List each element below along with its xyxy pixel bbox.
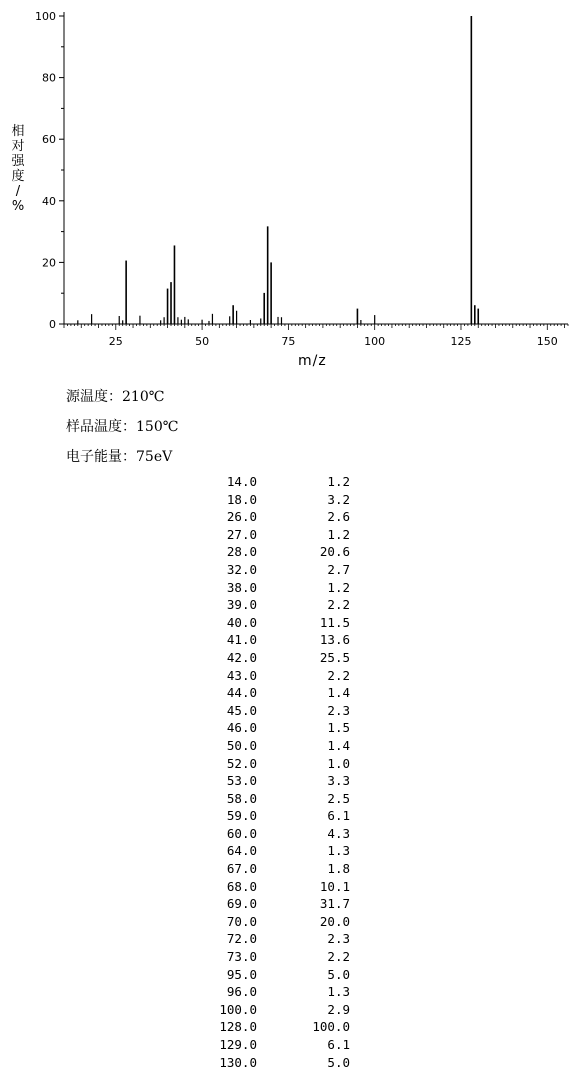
mz-value: 50.0 (226, 737, 257, 753)
mz-value: 96.0 (226, 984, 257, 1000)
abundance-value: 10.1 (319, 878, 350, 894)
abundance-value: 31.7 (319, 896, 350, 912)
x-tick-label: 100 (364, 335, 386, 348)
x-tick-label: 25 (108, 335, 123, 348)
x-tick-label: 150 (536, 335, 558, 348)
abundance-value: 5.0 (327, 966, 350, 982)
y-axis-label (10, 124, 26, 214)
mz-value: 68.0 (226, 878, 257, 894)
abundance-value: 25.5 (319, 649, 350, 665)
mz-value: 73.0 (226, 949, 257, 965)
table-row (200, 667, 360, 685)
mz-value: 39.0 (226, 597, 257, 613)
table-row (200, 807, 360, 825)
y-axis-label-char: 对 (11, 139, 25, 154)
table-row (200, 842, 360, 860)
electron-energy: 电子能量：75eV (66, 449, 173, 465)
abundance-value: 6.1 (327, 1037, 350, 1052)
abundance-value: 11.5 (319, 614, 350, 630)
abundance-value: 2.5 (327, 790, 350, 806)
mz-value: 72.0 (226, 931, 257, 947)
abundance-value: 1.4 (327, 737, 350, 753)
mz-value: 28.0 (226, 544, 257, 560)
table-row (200, 913, 360, 931)
x-tick-label: 50 (195, 335, 210, 348)
mz-value: 130.0 (219, 1054, 257, 1070)
table-row (200, 755, 360, 773)
table-row (200, 966, 360, 984)
abundance-value: 6.1 (327, 808, 350, 824)
abundance-value: 2.7 (327, 561, 350, 577)
abundance-value: 2.3 (327, 931, 350, 947)
table-row (200, 702, 360, 720)
table-row (200, 948, 360, 966)
mz-value: 45.0 (226, 702, 257, 718)
mz-value: 60.0 (226, 825, 257, 841)
abundance-value: 3.2 (327, 491, 350, 507)
mz-value: 41.0 (226, 632, 257, 648)
table-row (200, 473, 360, 491)
abundance-value: 3.3 (327, 773, 350, 789)
mz-value: 27.0 (226, 526, 257, 542)
abundance-value: 1.4 (327, 685, 350, 701)
abundance-value: 2.2 (327, 667, 350, 683)
y-tick-label: 100 (35, 10, 56, 23)
x-tick-label: 125 (450, 335, 472, 348)
y-axis-label-char: % (11, 199, 25, 214)
mz-value: 70.0 (226, 913, 257, 929)
abundance-value: 1.3 (327, 843, 350, 859)
abundance-value: 20.0 (319, 913, 350, 929)
mz-value: 52.0 (226, 755, 257, 771)
abundance-value: 1.8 (327, 861, 350, 877)
mz-value: 43.0 (226, 667, 257, 683)
abundance-value: 1.2 (327, 474, 350, 489)
mz-value: 38.0 (226, 579, 257, 595)
table-row (200, 561, 360, 579)
table-row (200, 878, 360, 896)
table-row (200, 508, 360, 526)
mz-value: 44.0 (226, 685, 257, 701)
abundance-value: 13.6 (319, 632, 350, 648)
table-row (200, 491, 360, 509)
y-tick-label: 0 (49, 318, 56, 331)
table-row (200, 1001, 360, 1019)
abundance-value: 1.3 (327, 984, 350, 1000)
y-axis-label-char: / (15, 184, 21, 199)
abundance-value: 2.2 (327, 597, 350, 613)
table-row (200, 1018, 360, 1036)
mz-value: 128.0 (219, 1019, 257, 1035)
table-row (200, 649, 360, 667)
mz-value: 18.0 (226, 491, 257, 507)
table-row (200, 684, 360, 702)
table-row (200, 596, 360, 614)
mz-value: 95.0 (226, 966, 257, 982)
abundance-value: 5.0 (327, 1054, 350, 1070)
table-row (200, 526, 360, 544)
abundance-value: 1.0 (327, 755, 350, 771)
mz-value: 64.0 (226, 843, 257, 859)
y-tick-label: 80 (42, 71, 56, 85)
y-tick-label: 60 (42, 133, 56, 147)
mz-value: 59.0 (226, 808, 257, 824)
abundance-value: 1.2 (327, 579, 350, 595)
y-tick-label: 40 (42, 194, 56, 208)
abundance-value: 1.5 (327, 720, 350, 736)
table-row (200, 631, 360, 649)
abundance-value: 100.0 (312, 1019, 350, 1035)
peak-table (200, 473, 360, 1071)
mass-spectrum-chart (0, 0, 570, 380)
table-row (200, 614, 360, 632)
table-row (200, 579, 360, 597)
abundance-value: 2.6 (327, 509, 350, 525)
mz-value: 69.0 (226, 896, 257, 912)
table-row (200, 790, 360, 808)
abundance-value: 2.3 (327, 702, 350, 718)
abundance-value: 2.9 (327, 1001, 350, 1017)
table-row (200, 825, 360, 843)
table-row (200, 983, 360, 1001)
table-row (200, 737, 360, 755)
y-axis-label-char: 相 (11, 124, 25, 139)
x-axis-label: m/z (298, 353, 327, 369)
x-tick-label: 75 (281, 335, 296, 348)
table-row (200, 860, 360, 878)
table-row (200, 895, 360, 913)
mz-value: 67.0 (226, 861, 257, 877)
mz-value: 100.0 (219, 1001, 257, 1017)
mz-value: 14.0 (226, 474, 257, 489)
mz-value: 129.0 (219, 1037, 257, 1052)
abundance-value: 2.2 (327, 949, 350, 965)
table-row (200, 543, 360, 561)
y-axis-label-char: 度 (11, 169, 25, 184)
y-axis-label-char: 强 (11, 154, 25, 169)
mz-value: 26.0 (226, 509, 257, 525)
source-temperature: 源温度：210℃ (66, 389, 165, 405)
table-row (200, 1054, 360, 1071)
mz-value: 32.0 (226, 561, 257, 577)
mz-value: 58.0 (226, 790, 257, 806)
abundance-value: 4.3 (327, 825, 350, 841)
abundance-value: 1.2 (327, 526, 350, 542)
table-row (200, 930, 360, 948)
mz-value: 40.0 (226, 614, 257, 630)
sample-temperature: 样品温度：150℃ (66, 419, 179, 435)
mz-value: 46.0 (226, 720, 257, 736)
mz-value: 53.0 (226, 773, 257, 789)
abundance-value: 20.6 (319, 544, 350, 560)
table-row (200, 719, 360, 737)
table-row (200, 1036, 360, 1054)
table-row (200, 772, 360, 790)
mz-value: 42.0 (226, 649, 257, 665)
y-tick-label: 20 (42, 256, 56, 270)
